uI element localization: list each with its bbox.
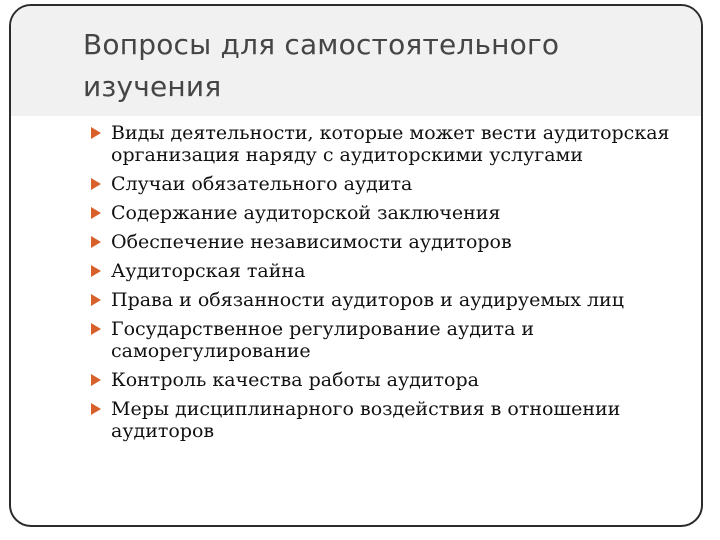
bullet-text: Аудиторская тайна	[111, 260, 306, 282]
bullet-item	[91, 231, 691, 253]
bullet-text: Содержание аудиторской заключения	[111, 202, 501, 224]
bullet-item	[91, 173, 691, 195]
bullet-list	[91, 122, 691, 449]
triangle-bullet-icon	[91, 294, 101, 306]
triangle-bullet-icon	[91, 236, 101, 248]
slide-frame	[9, 4, 703, 527]
triangle-bullet-icon	[91, 323, 101, 335]
bullet-text: Случаи обязательного аудита	[111, 173, 413, 195]
slide-title: Вопросы для самостоятельного изучения	[83, 28, 560, 103]
bullet-text: Обеспечение независимости аудиторов	[111, 231, 512, 253]
bullet-text: Права и обязанности аудиторов и аудируемых лиц	[111, 289, 624, 311]
bullet-item	[91, 398, 691, 442]
triangle-bullet-icon	[91, 207, 101, 219]
bullet-item	[91, 289, 691, 311]
triangle-bullet-icon	[91, 374, 101, 386]
triangle-bullet-icon	[91, 127, 101, 139]
bullet-text: Государственное регулирование аудита и саморегулирование	[111, 318, 535, 362]
bullet-text: Меры дисциплинарного воздействия в отношении аудиторов	[111, 398, 621, 442]
bullet-item	[91, 369, 691, 391]
bullet-item	[91, 260, 691, 282]
bullet-text: Виды деятельности, которые может вести аудиторская организация наряду с аудиторскими услугами	[111, 122, 670, 166]
accent-bar	[683, 6, 703, 116]
triangle-bullet-icon	[91, 403, 101, 415]
bullet-item	[91, 122, 691, 166]
triangle-bullet-icon	[91, 178, 101, 190]
triangle-bullet-icon	[91, 265, 101, 277]
bullet-text: Контроль качества работы аудитора	[111, 369, 479, 391]
bullet-item	[91, 202, 691, 224]
bullet-item	[91, 318, 691, 362]
